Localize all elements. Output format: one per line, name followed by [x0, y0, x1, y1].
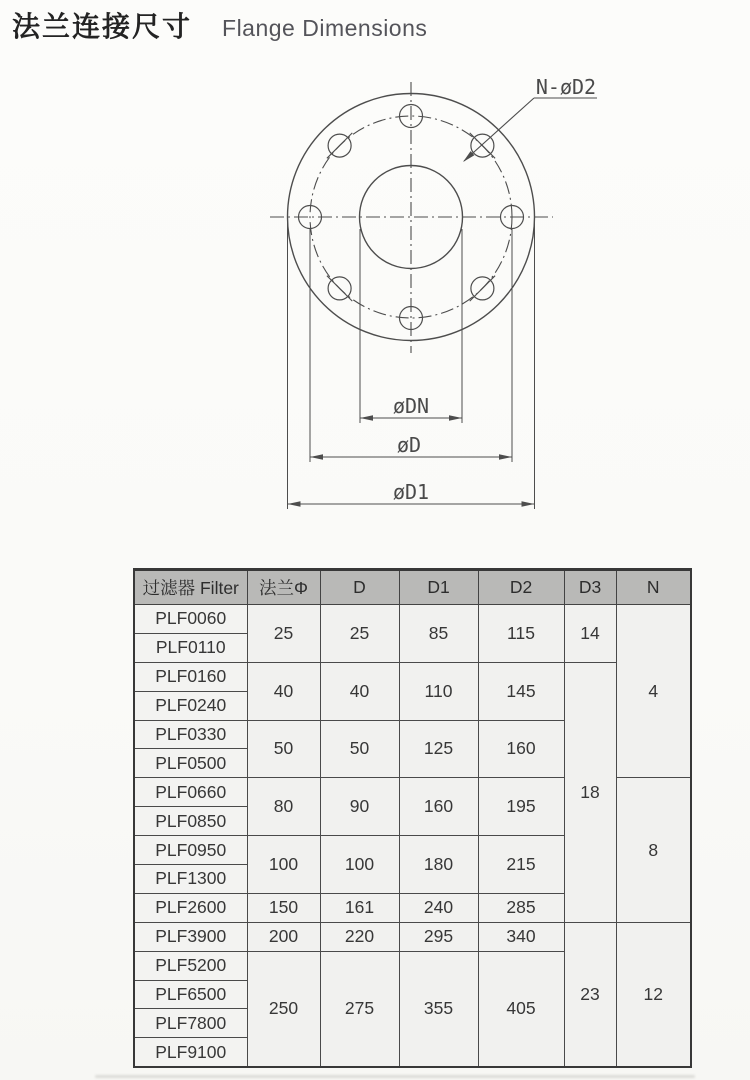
n-cell: 8 — [616, 778, 691, 922]
d2-cell: 215 — [478, 836, 564, 894]
filter-cell: PLF6500 — [134, 980, 247, 1009]
column-header-6: N — [616, 570, 691, 605]
column-header-2: D — [320, 570, 399, 605]
d2-cell: 160 — [478, 720, 564, 778]
n-cell: 4 — [616, 605, 691, 778]
filter-cell: PLF9100 — [134, 1038, 247, 1067]
n-cell: 12 — [616, 922, 691, 1067]
filter-cell: PLF0950 — [134, 836, 247, 865]
column-header-1: 法兰Φ — [247, 570, 320, 605]
table-row — [134, 662, 691, 691]
dimension-d1-label: øD1 — [392, 480, 430, 504]
filter-cell: PLF0160 — [134, 662, 247, 691]
filter-cell: PLF3900 — [134, 922, 247, 951]
d-cell: 220 — [320, 922, 399, 951]
d3-cell: 14 — [564, 605, 616, 663]
d2-cell: 115 — [478, 605, 564, 663]
d2-cell: 145 — [478, 662, 564, 720]
flange-dia-cell: 150 — [247, 893, 320, 922]
d-cell: 275 — [320, 951, 399, 1067]
d1-cell: 295 — [399, 922, 478, 951]
filter-cell: PLF1300 — [134, 865, 247, 894]
d1-cell: 355 — [399, 951, 478, 1067]
filter-cell: PLF0240 — [134, 691, 247, 720]
d2-cell: 195 — [478, 778, 564, 836]
d3-cell: 18 — [564, 662, 616, 922]
d1-cell: 160 — [399, 778, 478, 836]
d1-cell: 180 — [399, 836, 478, 894]
filter-cell: PLF0500 — [134, 749, 247, 778]
column-header-3: D1 — [399, 570, 478, 605]
d2-cell: 285 — [478, 893, 564, 922]
table-row — [134, 605, 691, 634]
filter-cell: PLF0060 — [134, 605, 247, 634]
d3-cell: 23 — [564, 922, 616, 1067]
filter-cell: PLF0660 — [134, 778, 247, 807]
d1-cell: 85 — [399, 605, 478, 663]
filter-cell: PLF0850 — [134, 807, 247, 836]
table-header — [134, 570, 691, 605]
d1-cell: 240 — [399, 893, 478, 922]
d2-cell: 405 — [478, 951, 564, 1067]
d-cell: 161 — [320, 893, 399, 922]
flange-dia-cell: 250 — [247, 951, 320, 1067]
table-row — [134, 922, 691, 951]
page-title-en: Flange Dimensions — [222, 15, 428, 41]
column-header-0: 过滤器 Filter — [134, 570, 247, 605]
flange-dimensions-table — [133, 568, 692, 1068]
flange-dia-cell: 200 — [247, 922, 320, 951]
flange-dia-cell: 40 — [247, 662, 320, 720]
scan-shadow — [95, 1075, 695, 1078]
d1-cell: 110 — [399, 662, 478, 720]
d-cell: 50 — [320, 720, 399, 778]
filter-cell: PLF2600 — [134, 893, 247, 922]
d-cell: 100 — [320, 836, 399, 894]
flange-dia-cell: 80 — [247, 778, 320, 836]
d1-cell: 125 — [399, 720, 478, 778]
filter-cell: PLF7800 — [134, 1009, 247, 1038]
column-header-5: D3 — [564, 570, 616, 605]
d-cell: 40 — [320, 662, 399, 720]
flange-dia-cell: 100 — [247, 836, 320, 894]
filter-cell: PLF5200 — [134, 951, 247, 980]
bolt-note-leader — [463, 98, 597, 162]
flange-dia-cell: 25 — [247, 605, 320, 663]
d-cell: 90 — [320, 778, 399, 836]
dimension-dn-label: øDN — [392, 394, 430, 418]
filter-cell: PLF0330 — [134, 720, 247, 749]
filter-cell: PLF0110 — [134, 633, 247, 662]
d2-cell: 340 — [478, 922, 564, 951]
d-cell: 25 — [320, 605, 399, 663]
bolt-note-label: N-øD2 — [535, 75, 597, 99]
page-title-zh: 法兰连接尺寸 — [12, 11, 193, 42]
dimension-d-label: øD — [396, 433, 422, 457]
flange-dia-cell: 50 — [247, 720, 320, 778]
table-body — [134, 605, 691, 1068]
column-header-4: D2 — [478, 570, 564, 605]
